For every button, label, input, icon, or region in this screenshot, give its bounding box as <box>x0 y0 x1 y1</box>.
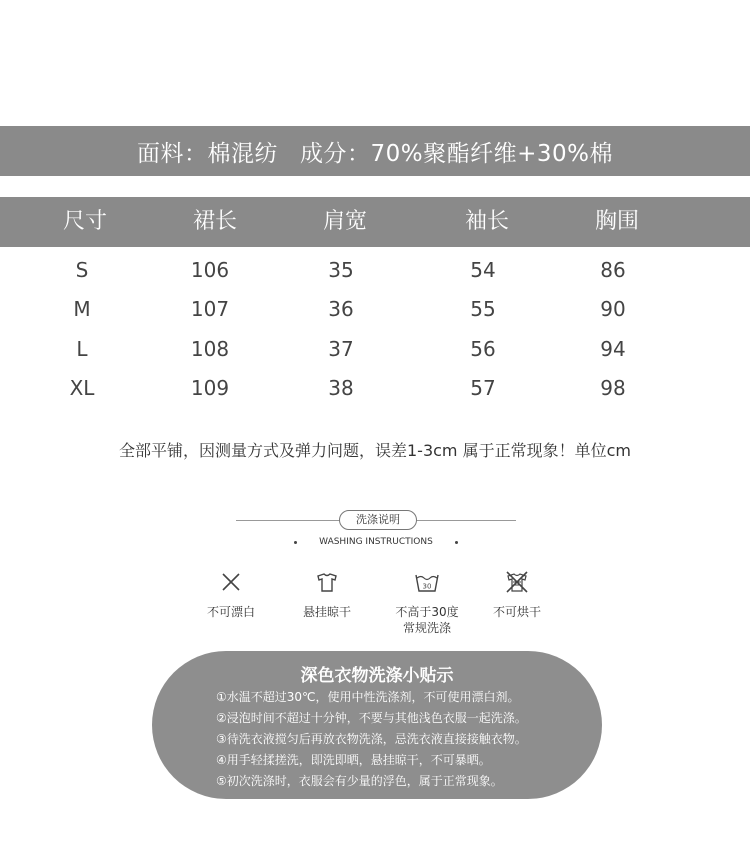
care-label: 不可漂白 <box>206 605 255 619</box>
cell-sleeve: 57 <box>470 376 496 400</box>
care-label-line1: 不高于30度 <box>395 605 459 619</box>
cell-shoulder: 36 <box>328 297 354 321</box>
size-table-header <box>0 197 750 247</box>
tip-item: ④用手轻揉搓洗，即洗即晒，悬挂晾干，不可暴晒。 <box>216 753 491 767</box>
dot-divider <box>294 541 297 544</box>
cell-shoulder: 37 <box>328 337 354 361</box>
care-label: 悬挂晾干 <box>302 605 351 619</box>
header-sleeve: 袖长 <box>464 209 509 234</box>
no-tumble-dry-icon <box>505 570 529 594</box>
cell-size: XL <box>69 376 95 400</box>
cell-shoulder: 35 <box>328 258 354 282</box>
care-item-wash-30 <box>382 570 472 636</box>
cell-bust: 98 <box>600 376 626 400</box>
wash-30-icon <box>414 570 440 594</box>
tip-item: ②浸泡时间不超过十分钟，不要与其他浅色衣服一起洗涤。 <box>216 711 527 725</box>
cell-length: 109 <box>190 376 230 400</box>
care-item-hang-dry <box>282 570 372 620</box>
washing-subtitle: WASHING INSTRUCTIONS <box>319 537 433 547</box>
cell-bust: 94 <box>600 337 626 361</box>
measurement-note: 全部平铺，因测量方式及弹力问题，误差1-3cm 属于正常现象！单位cm <box>119 441 631 460</box>
care-item-no-tumble-dry <box>472 570 562 620</box>
header-size: 尺寸 <box>62 209 107 234</box>
cell-size: M <box>73 297 91 321</box>
cell-length: 108 <box>190 337 230 361</box>
header-length: 裙长 <box>192 209 237 234</box>
header-bust: 胸围 <box>594 209 639 234</box>
fabric-material: 面料：棉混纺 <box>136 140 278 167</box>
cell-sleeve: 54 <box>470 258 496 282</box>
dot-divider <box>455 541 458 544</box>
hang-dry-icon <box>315 570 339 594</box>
header-shoulder: 肩宽 <box>322 209 367 234</box>
tip-item: ①水温不超过30℃，使用中性洗涤剂，不可使用漂白剂。 <box>216 690 520 704</box>
cell-shoulder: 38 <box>328 376 354 400</box>
no-bleach-icon <box>219 570 243 594</box>
wash-temp: 30 <box>422 582 432 591</box>
cell-length: 107 <box>190 297 230 321</box>
cell-sleeve: 56 <box>470 337 496 361</box>
cell-sleeve: 55 <box>470 297 496 321</box>
cell-bust: 86 <box>600 258 626 282</box>
cell-size: S <box>75 258 89 282</box>
fabric-info-band <box>0 126 750 176</box>
cell-bust: 90 <box>600 297 626 321</box>
cell-size: L <box>76 337 88 361</box>
care-label: 不可烘干 <box>492 605 541 619</box>
care-label <box>382 604 472 636</box>
tips-title: 深色衣物洗涤小贴示 <box>300 666 454 686</box>
tip-item: ⑤初次洗涤时，衣服会有少量的浮色，属于正常现象。 <box>216 774 503 788</box>
dark-clothes-tips <box>152 651 602 799</box>
washing-title-block <box>236 508 516 532</box>
care-item-no-bleach <box>186 570 276 620</box>
cell-length: 106 <box>190 258 230 282</box>
tip-item: ③待洗衣液搅匀后再放衣物洗涤，忌洗衣液直接接触衣物。 <box>216 732 527 746</box>
washing-subtitle-block <box>292 534 460 550</box>
care-label-line2: 常规洗涤 <box>402 621 451 635</box>
washing-title: 洗涤说明 <box>339 510 417 530</box>
fabric-composition: 成分：70%聚酯纤维+30%棉 <box>299 140 613 167</box>
